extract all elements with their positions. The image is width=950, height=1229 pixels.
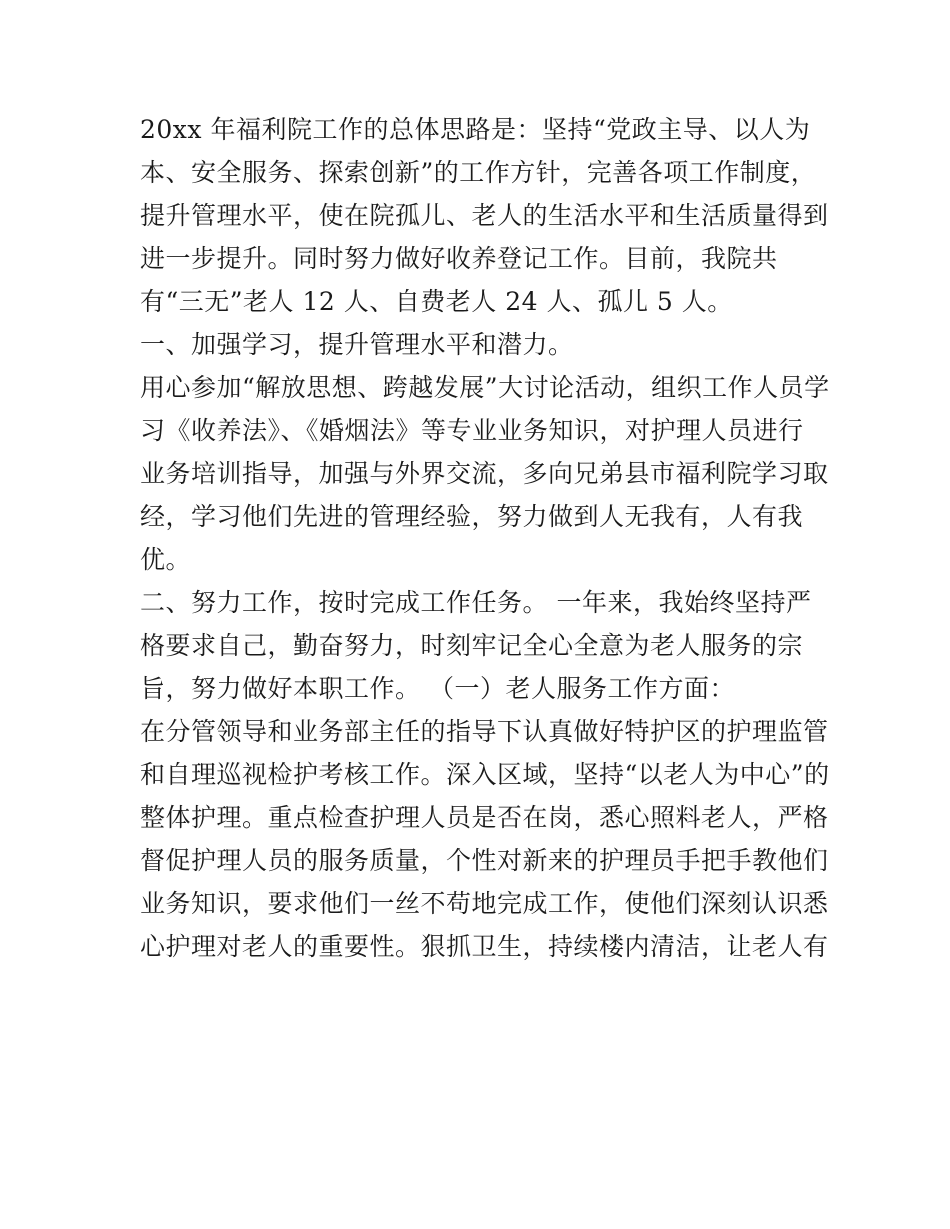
section-heading: 一、加强学习，提升管理水平和潜力。 bbox=[140, 330, 574, 359]
text-line: 业务知识，要求他们一丝不苟地完成工作，使他们深刻认识悉 bbox=[140, 889, 829, 918]
text-line: 有“三无”老人 12 人、自费老人 24 人、孤儿 5 人。 bbox=[140, 287, 733, 316]
text-line: 心护理对老人的重要性。狠抓卫生，持续楼内清洁，让老人有 bbox=[140, 932, 829, 961]
text-line: 和自理巡视检护考核工作。深入区域，坚持“以老人为中心”的 bbox=[140, 760, 830, 789]
text-line: 格要求自己，勤奋努力，时刻牢记全心全意为老人服务的宗 bbox=[140, 631, 804, 660]
text-line: 整体护理。重点检查护理人员是否在岗，悉心照料老人，严格 bbox=[140, 803, 829, 832]
text-line: 旨，努力做好本职工作。 （一）老人服务工作方面： bbox=[140, 674, 735, 703]
text-line: 本、安全服务、探索创新”的工作方针，完善各项工作制度， bbox=[140, 158, 817, 187]
text-line: 优。 bbox=[140, 545, 192, 574]
text-line: 20xx 年福利院工作的总体思路是：坚持“党政主导、以人为 bbox=[140, 115, 811, 144]
text-line: 习《收养法》、《婚烟法》等专业业务知识，对护理人员进行 bbox=[140, 416, 804, 445]
text-line: 在分管领导和业务部主任的指导下认真做好特护区的护理监管 bbox=[140, 717, 829, 746]
document-body bbox=[140, 108, 830, 968]
section-heading: 二、努力工作，按时完成工作任务。 一年来，我始终坚持严 bbox=[140, 588, 812, 617]
text-line: 业务培训指导，加强与外界交流，多向兄弟县市福利院学习取 bbox=[140, 459, 829, 488]
text-line: 督促护理人员的服务质量，个性对新来的护理员手把手教他们 bbox=[140, 846, 829, 875]
text-line: 用心参加“解放思想、跨越发展”大讨论活动，组织工作人员学 bbox=[140, 373, 830, 402]
text-line: 提升管理水平，使在院孤儿、老人的生活水平和生活质量得到 bbox=[140, 201, 829, 230]
text-line: 经，学习他们先进的管理经验，努力做到人无我有，人有我 bbox=[140, 502, 804, 531]
text-line: 进一步提升。同时努力做好收养登记工作。目前，我院共 bbox=[140, 244, 778, 273]
